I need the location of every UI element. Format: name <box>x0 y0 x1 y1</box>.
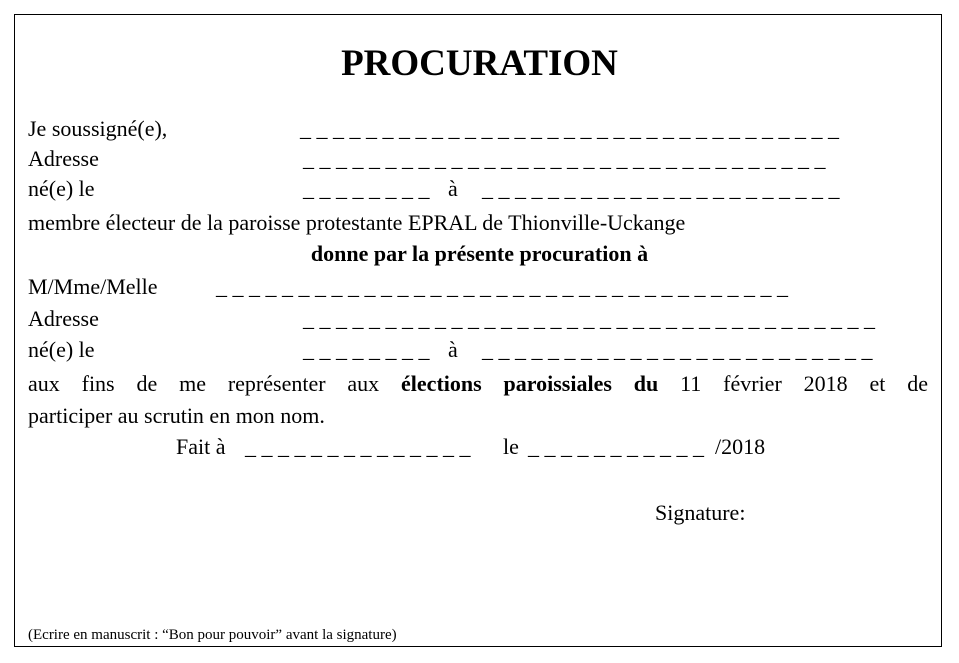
mandataire-blank[interactable]: _ _ _ _ _ _ _ _ _ _ _ _ _ _ _ _ _ _ _ _ _ _ _ _ _ _ _ _ _ _ _ _ _ _ _ <box>216 274 788 299</box>
birth2-place-prep: à <box>448 337 458 362</box>
handwriting-note: (Ecrire en manuscrit : “Bon pour pouvoir” avant la signature) <box>28 627 397 643</box>
fins-post: 11 février 2018 et de <box>680 371 928 396</box>
donne-line: donne par la présente procuration à <box>310 241 649 266</box>
adresse2-blank[interactable]: _ _ _ _ _ _ _ _ _ _ _ _ _ _ _ _ _ _ _ _ _ _ _ _ _ _ _ _ _ _ _ _ _ _ _ <box>303 306 875 331</box>
participer-line: participer au scrutin en mon nom. <box>28 403 325 428</box>
fait-blank[interactable]: _ _ _ _ _ _ _ _ _ _ _ _ _ _ <box>245 434 471 459</box>
le-label: le <box>503 434 519 459</box>
soussigne-blank[interactable]: _ _ _ _ _ _ _ _ _ _ _ _ _ _ _ _ _ _ _ _ _ _ _ _ _ _ _ _ _ _ _ _ _ <box>300 116 839 141</box>
signature-label: Signature: <box>655 500 746 525</box>
birth2-date-blank[interactable]: _ _ _ _ _ _ _ _ <box>303 337 430 362</box>
mandataire-label: M/Mme/Melle <box>28 274 158 299</box>
adresse-blank[interactable]: _ _ _ _ _ _ _ _ _ _ _ _ _ _ _ _ _ _ _ _ _ _ _ _ _ _ _ _ _ _ _ _ <box>303 146 826 171</box>
le-blank[interactable]: _ _ _ _ _ _ _ _ _ _ _ <box>528 434 704 459</box>
membre-line: membre électeur de la paroisse protestante EPRAL de Thionville-Uckange <box>28 210 686 235</box>
birth-place-blank[interactable]: _ _ _ _ _ _ _ _ _ _ _ _ _ _ _ _ _ _ _ _ _ _ <box>482 176 840 201</box>
adresse2-label: Adresse <box>28 306 99 331</box>
birth2-place-blank[interactable]: _ _ _ _ _ _ _ _ _ _ _ _ _ _ _ _ _ _ _ _ _ _ _ _ <box>482 337 873 362</box>
fins-pre: aux fins de me représenter aux <box>28 371 380 396</box>
birth-label: né(e) le <box>28 176 95 201</box>
document-title: PROCURATION <box>341 43 618 84</box>
birth-date-blank[interactable]: _ _ _ _ _ _ _ _ <box>303 176 430 201</box>
adresse-label: Adresse <box>28 146 99 171</box>
year-text: /2018 <box>715 434 766 459</box>
fait-label: Fait à <box>176 434 226 459</box>
fins-bold: élections paroissiales du <box>401 371 659 396</box>
birth2-label: né(e) le <box>28 337 95 362</box>
birth-place-prep: à <box>448 176 458 201</box>
fins-line <box>28 371 928 397</box>
soussigne-label: Je soussigné(e), <box>28 116 168 141</box>
